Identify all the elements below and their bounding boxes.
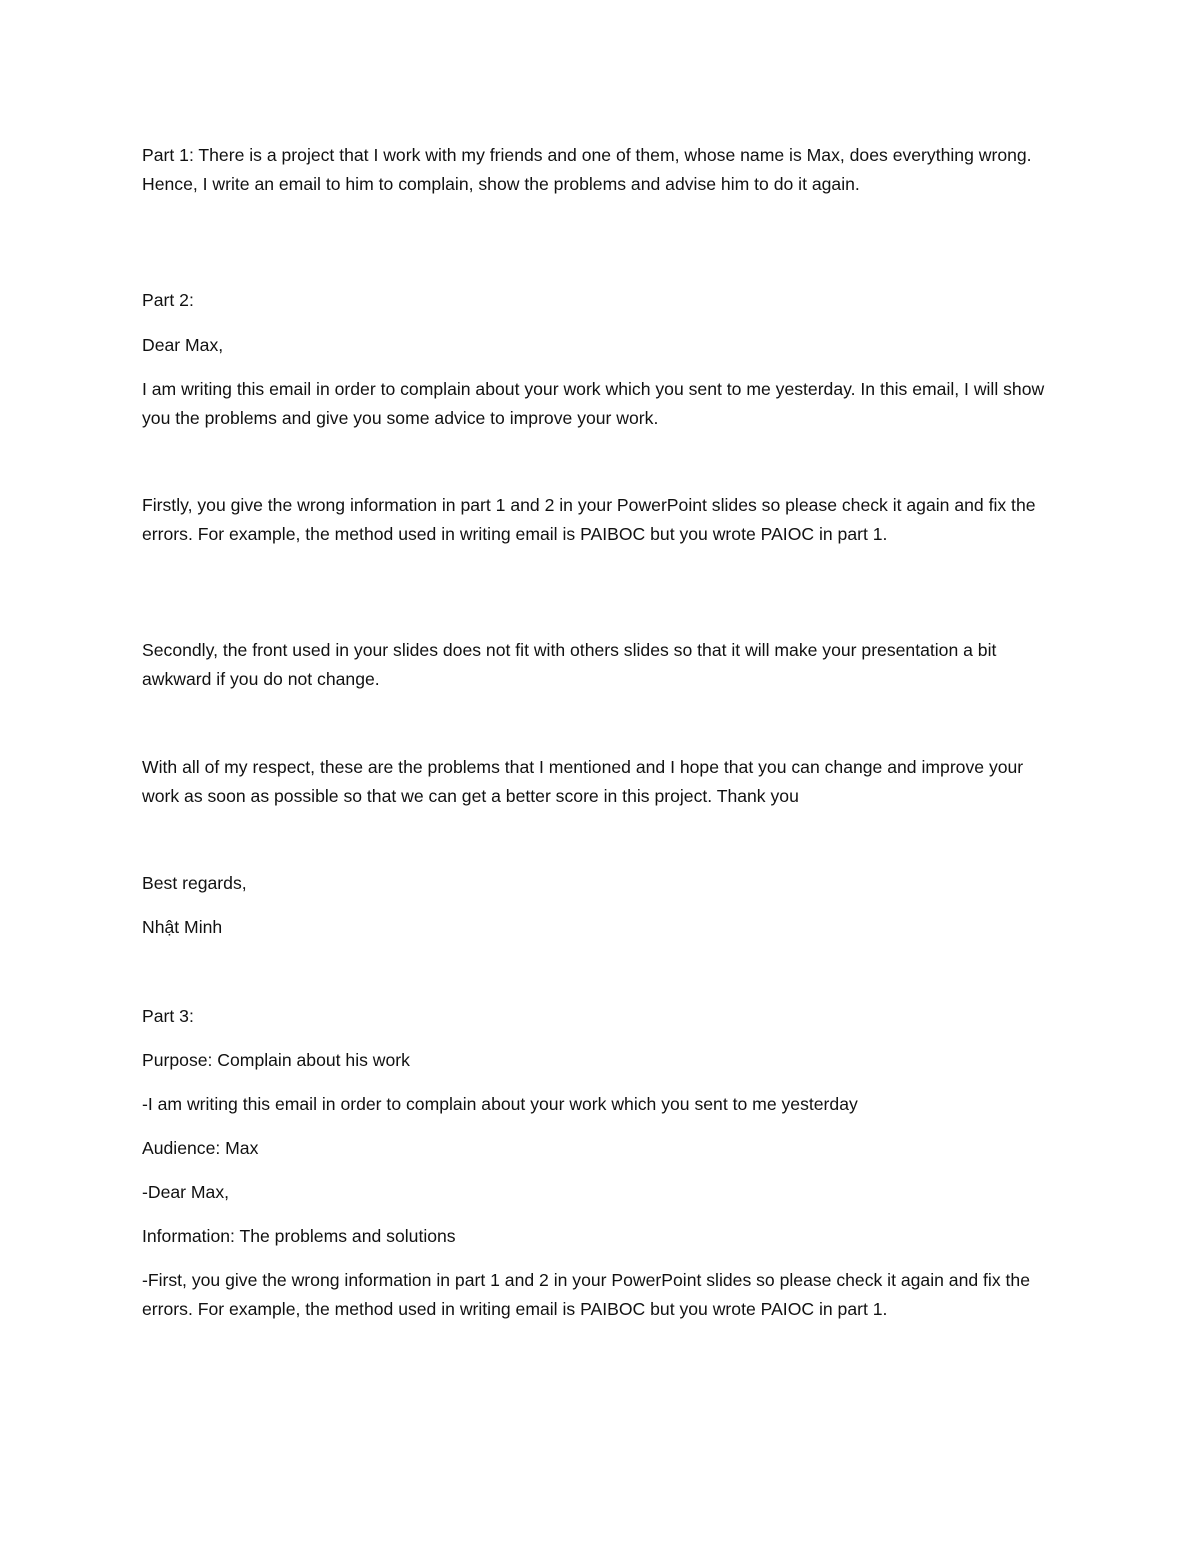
email-signature: Nhật Minh xyxy=(142,917,223,937)
purpose-label: Purpose: Complain about his work xyxy=(142,1050,410,1070)
audience-quote: -Dear Max, xyxy=(142,1182,230,1202)
information-quote: -First, you give the wrong information in part 1 and 2 in your PowerPoint slides so please check it again and fix the errors. For example, the method used in writing email is PAIBOC but you wrote PAIOC in part 1. xyxy=(142,1270,1030,1319)
email-firstly-paragraph: Firstly, you give the wrong information in part 1 and 2 in your PowerPoint slides so please check it again and fix the errors. For example, the method used in writing email is PAIBOC but you wrote PAIOC in part 1. xyxy=(142,495,1036,544)
information-label: Information: The problems and solutions xyxy=(142,1226,456,1246)
part3-heading: Part 3: xyxy=(142,1006,194,1026)
part2-heading: Part 2: xyxy=(142,290,194,310)
part1-paragraph: Part 1: There is a project that I work with my friends and one of them, whose name is Max, does everything wrong. Hence, I write an email to him to complain, show the problems and advise him to do it again. xyxy=(142,145,1032,194)
purpose-quote: -I am writing this email in order to complain about your work which you sent to me yesterday xyxy=(142,1094,858,1114)
email-closing-paragraph: With all of my respect, these are the problems that I mentioned and I hope that you can change and improve your work as soon as possible so that we can get a better score in this project. Thank you xyxy=(142,757,1024,806)
email-intro-paragraph: I am writing this email in order to complain about your work which you sent to me yesterday. In this email, I will show you the problems and give you some advice to improve your work. xyxy=(142,379,1045,428)
audience-label: Audience: Max xyxy=(142,1138,259,1158)
email-secondly-paragraph: Secondly, the front used in your slides does not fit with others slides so that it will make your presentation a bit awkward if you do not change. xyxy=(142,640,997,689)
email-signoff: Best regards, xyxy=(142,873,247,893)
email-greeting: Dear Max, xyxy=(142,335,224,355)
